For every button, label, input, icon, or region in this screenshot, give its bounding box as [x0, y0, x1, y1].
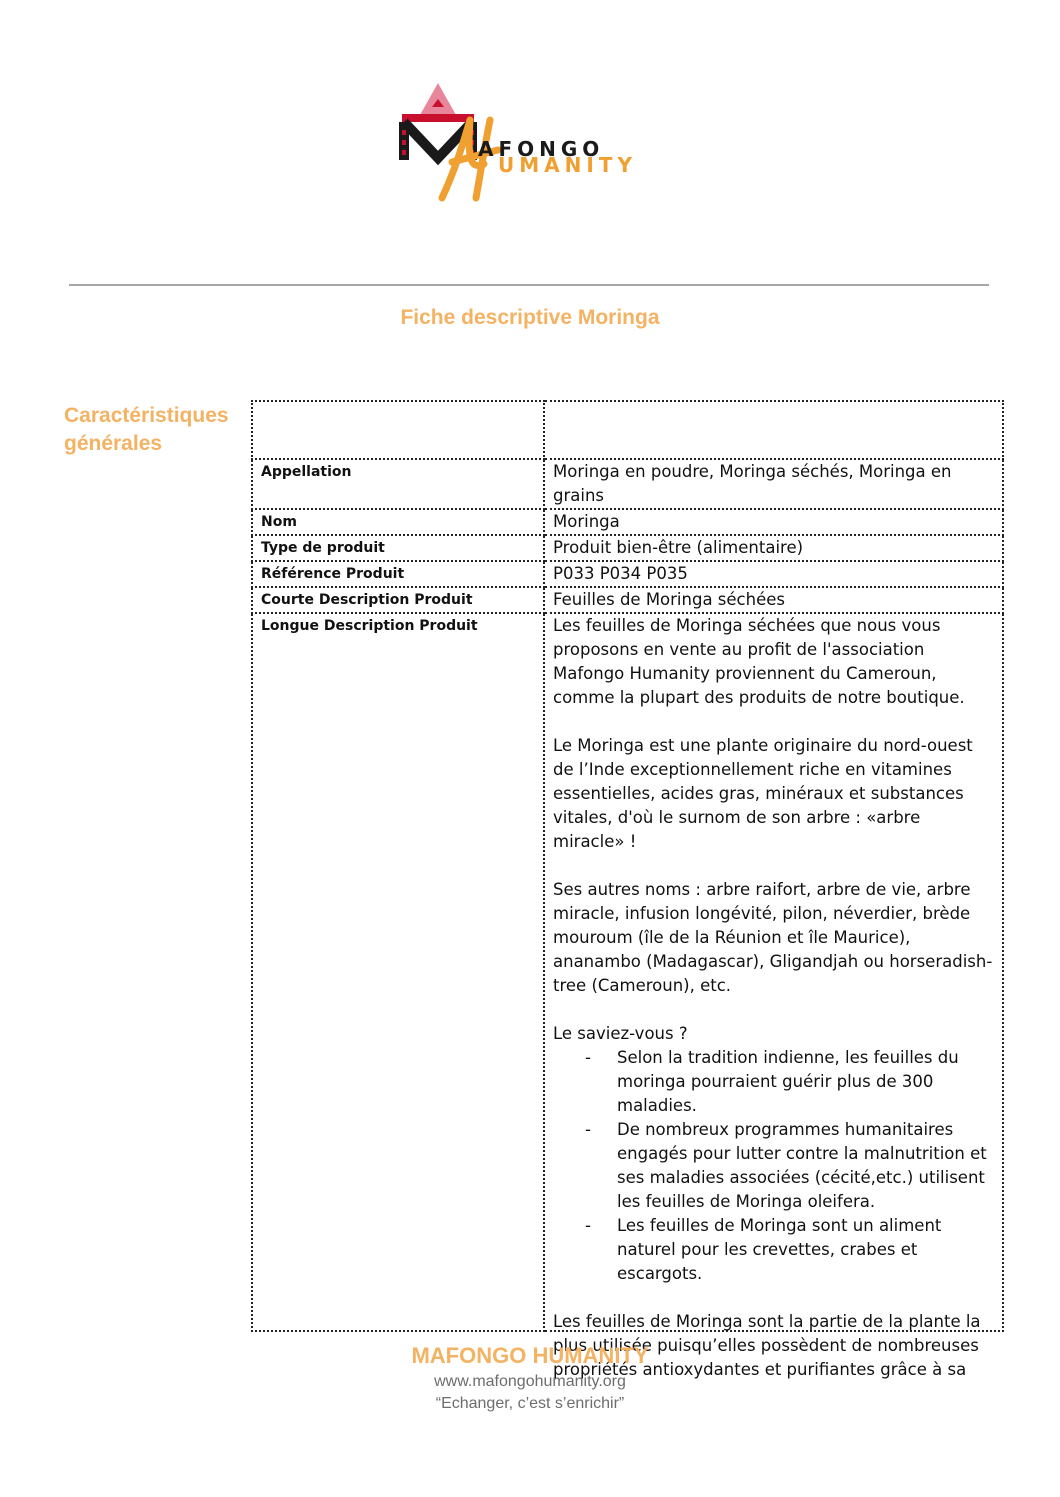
spec-key: Nom [252, 509, 544, 535]
table-row [252, 459, 1003, 509]
spec-value: Moringa en poudre, Moringa séchés, Moringa en grains [544, 459, 1003, 509]
table-row [252, 535, 1003, 561]
paragraph: Le Moringa est une plante originaire du nord-ouest de l’Inde exceptionnellement riche en vitamines essentielles, acides gras, minéraux et substances vitales, d'où le surnom de son arbre : «arbre miracle» ! [553, 736, 973, 851]
paragraph: Les feuilles de Moringa séchées que nous vous proposons en vente au profit de l'association Mafongo Humanity proviennent du Cameroun, comme la plupart des produits de notre boutique. [553, 616, 965, 707]
spec-key: Longue Description Produit [252, 613, 544, 1331]
spec-value: Moringa [544, 509, 1003, 535]
empty-cell [252, 401, 544, 459]
spec-key: Appellation [252, 459, 544, 509]
long-description-text [553, 614, 994, 1379]
spec-value: Produit bien-être (alimentaire) [544, 535, 1003, 561]
paragraph: Ses autres noms : arbre raifort, arbre de vie, arbre miracle, infusion longévité, pilon, néverdier, brède mouroum (île de la Réunion et île Maurice), ananambo (Madagascar), Gligandjah ou horseradish-tree (Cameroun), etc. [553, 880, 993, 995]
logo-text-humanity: UMANITY [498, 153, 637, 177]
did-you-know-heading: Le saviez-vous ? [553, 1024, 688, 1043]
spec-key: Référence Produit [252, 561, 544, 587]
table-row-header [252, 401, 1003, 459]
spec-key: Type de produit [252, 535, 544, 561]
spec-key: Courte Description Produit [252, 587, 544, 613]
footer-motto: “Echanger, c’est s’enrichir” [435, 1395, 625, 1412]
document-title: Fiche descriptive Moringa [400, 306, 660, 329]
spec-value: Feuilles de Moringa séchées [544, 587, 1003, 613]
paragraph: Les feuilles de Moringa sont la partie de la plante la plus utilisée puisqu’elles possèdent de nombreuses propriétés antioxydantes et purifiantes grâce à sa [553, 1312, 981, 1379]
header-divider [69, 284, 989, 286]
footer-website: www.mafongohumanity.org [434, 1373, 626, 1390]
table-row [252, 587, 1003, 613]
footer-organization-name: MAFONGO HUMANITY [411, 1343, 649, 1368]
list-item: - Les feuilles de Moringa sont un aliment naturel pour les crevettes, crabes et escargots. [553, 1214, 994, 1286]
table-row-long-description [252, 613, 1003, 1331]
empty-cell [544, 401, 1003, 459]
spec-table [251, 400, 1004, 1379]
list-item: - De nombreux programmes humanitaires engagés pour lutter contre la malnutrition et ses maladies associées (cécité,etc.) utilisent les feuilles de Moringa oleifera. [553, 1118, 994, 1214]
table-row [252, 561, 1003, 587]
section-label: Caractéristiques générales [64, 404, 229, 455]
fact-list [553, 1046, 994, 1286]
spec-value-long [544, 613, 1003, 1379]
mafongo-humanity-logo [398, 80, 650, 205]
list-item: - Selon la tradition indienne, les feuilles du moringa pourraient guérir plus de 300 maladies. [553, 1046, 994, 1118]
spec-value: P033 P034 P035 [544, 561, 1003, 587]
logo-text-mafongo: AFONGO [478, 137, 605, 161]
table-row [252, 509, 1003, 535]
